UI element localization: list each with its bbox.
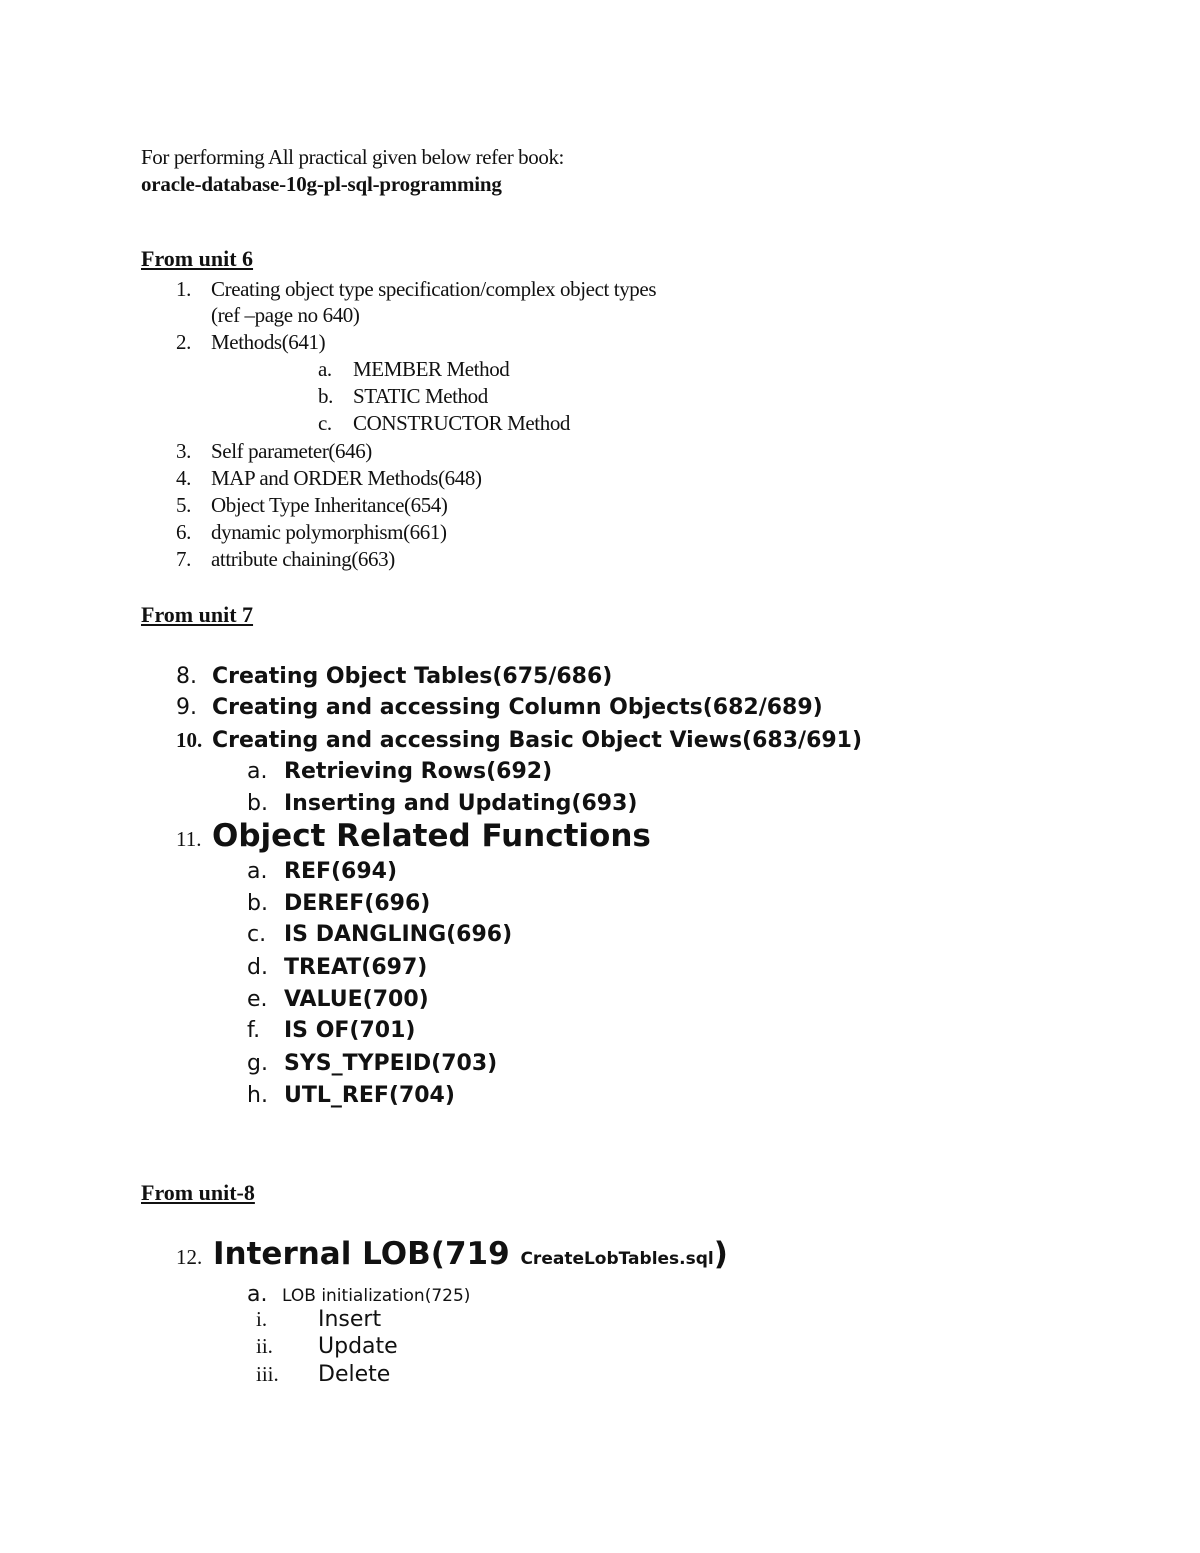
list-item — [176, 728, 862, 753]
item-text: Internal LOB(719 — [213, 1236, 521, 1272]
list-item — [176, 439, 372, 464]
sub-item — [318, 384, 488, 409]
sub-item — [247, 1018, 415, 1043]
item-number: 4. — [176, 466, 191, 490]
sub-item-letter: b. — [247, 791, 268, 816]
item-text: Creating and accessing Basic Object Views(683/691) — [212, 728, 863, 753]
item-text: MAP and ORDER Methods(648) — [211, 466, 482, 490]
list-item — [176, 1236, 728, 1272]
unit7-heading: From unit 7 — [141, 602, 254, 627]
item-text: attribute chaining(663) — [211, 547, 395, 571]
list-item — [176, 330, 325, 355]
sub-item — [247, 759, 552, 784]
sub-item-text: IS DANGLING(696) — [284, 922, 513, 947]
intro-text: For performing All practical given below refer book: — [141, 145, 564, 169]
item-number: 2. — [176, 330, 191, 354]
item-text: Creating and accessing Column Objects(682/689) — [212, 695, 823, 720]
item-number: 6. — [176, 520, 191, 544]
item-number: 1. — [176, 277, 191, 301]
script-filename: CreateLobTables.sql — [520, 1249, 714, 1269]
roman-item-text: Update — [318, 1334, 398, 1359]
sub-item-text: CONSTRUCTOR Method — [353, 411, 571, 435]
item-number: 7. — [176, 547, 191, 571]
unit6-heading: From unit 6 — [141, 246, 254, 271]
sub-item-letter: a. — [318, 357, 332, 381]
sub-item-text: STATIC Method — [353, 384, 488, 408]
sub-item-text: TREAT(697) — [284, 955, 428, 980]
sub-item — [318, 411, 570, 436]
sub-item-letter: a. — [247, 759, 268, 784]
roman-item — [256, 1334, 398, 1359]
sub-item-letter: a. — [247, 859, 268, 884]
roman-item-text: Delete — [318, 1362, 391, 1387]
sub-item — [247, 891, 430, 916]
roman-numeral: ii. — [256, 1334, 273, 1358]
sub-item — [247, 1083, 455, 1108]
sub-item-text: VALUE(700) — [284, 987, 429, 1012]
item-number: 8. — [176, 664, 197, 689]
item-text: Object Related Functions — [212, 818, 651, 854]
item-text: Self parameter(646) — [211, 439, 372, 463]
list-item — [176, 664, 612, 689]
sub-item — [247, 955, 427, 980]
sub-item-letter: c. — [318, 411, 332, 435]
sub-item-text: DEREF(696) — [284, 891, 431, 916]
sub-item-letter: c. — [247, 922, 267, 947]
roman-numeral: iii. — [256, 1362, 279, 1386]
sub-item — [247, 922, 512, 947]
sub-item — [247, 987, 429, 1012]
sub-item-text: Retrieving Rows(692) — [284, 759, 553, 784]
item-number: 11. — [176, 827, 202, 851]
list-item — [176, 493, 448, 518]
roman-item — [256, 1362, 390, 1387]
item-text: dynamic polymorphism(661) — [211, 520, 447, 544]
list-item — [176, 818, 651, 854]
unit8-heading: From unit-8 — [141, 1180, 255, 1205]
list-item — [176, 466, 482, 491]
item-text-close: ) — [713, 1236, 728, 1272]
item-number: 3. — [176, 439, 191, 463]
item-continuation: (ref –page no 640) — [211, 303, 360, 327]
sub-item-letter: h. — [247, 1083, 268, 1108]
item-number: 10. — [176, 728, 203, 752]
item-number: 5. — [176, 493, 191, 517]
sub-item-letter: b. — [318, 384, 333, 408]
item-text: Creating object type specification/complex object types — [211, 277, 657, 301]
sub-item-letter: a. — [247, 1282, 268, 1307]
sub-item-letter: e. — [247, 987, 268, 1012]
roman-numeral: i. — [256, 1307, 268, 1331]
sub-item — [247, 859, 397, 884]
sub-item-text: LOB initialization(725) — [282, 1286, 471, 1306]
item-text: Methods(641) — [211, 330, 326, 354]
list-item — [176, 547, 395, 572]
sub-item-text: IS OF(701) — [284, 1018, 416, 1043]
sub-item-text: Inserting and Updating(693) — [284, 791, 638, 816]
list-item — [176, 277, 656, 302]
sub-item-text: UTL_REF(704) — [284, 1083, 455, 1108]
sub-item — [247, 1051, 497, 1076]
sub-item-letter: g. — [247, 1051, 268, 1076]
sub-item — [247, 791, 637, 816]
sub-item-text: MEMBER Method — [353, 357, 510, 381]
sub-item — [318, 357, 509, 382]
book-title: oracle-database-10g-pl-sql-programming — [141, 172, 502, 196]
sub-item-text: SYS_TYPEID(703) — [284, 1051, 498, 1076]
item-number: 9. — [176, 695, 197, 720]
item-number: 12. — [176, 1245, 203, 1269]
sub-item — [247, 1282, 470, 1307]
sub-item-letter: d. — [247, 955, 268, 980]
sub-item-letter: b. — [247, 891, 268, 916]
list-item — [176, 695, 823, 720]
roman-item — [256, 1307, 381, 1332]
list-item — [176, 520, 447, 545]
roman-item-text: Insert — [318, 1307, 382, 1332]
item-text: Object Type Inheritance(654) — [211, 493, 448, 517]
item-text: Creating Object Tables(675/686) — [212, 664, 613, 689]
sub-item-text: REF(694) — [284, 859, 398, 884]
sub-item-letter: f. — [247, 1018, 261, 1043]
